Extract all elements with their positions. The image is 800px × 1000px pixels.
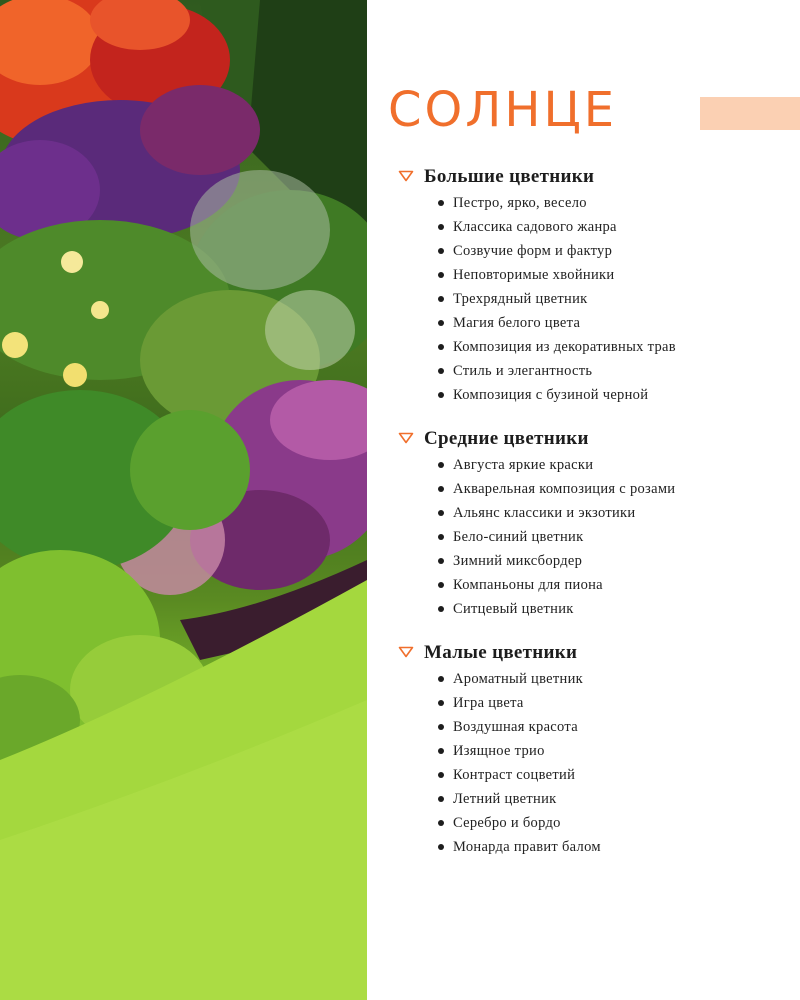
section-title: Малые цветники (424, 642, 578, 663)
triangle-down-outline-icon (398, 432, 414, 444)
list-item: Акварельная композиция с розами (398, 477, 675, 501)
list-item: Монарда правит балом (398, 835, 601, 859)
list-item: Ситцевый цветник (398, 597, 675, 621)
list-item: Августа яркие краски (398, 453, 675, 477)
title-accent-bar (700, 97, 800, 130)
list-item: Классика садового жанра (398, 215, 676, 239)
list-item: Контраст соцветий (398, 763, 601, 787)
list-item: Неповторимые хвойники (398, 263, 676, 287)
list-item: Зимний миксбордер (398, 549, 675, 573)
list-item: Созвучие форм и фактур (398, 239, 676, 263)
list-item: Композиция с бузиной черной (398, 383, 676, 407)
list-item: Стиль и элегантность (398, 359, 676, 383)
list-item: Летний цветник (398, 787, 601, 811)
section-title: Большие цветники (424, 166, 595, 187)
section-header (398, 427, 675, 451)
list-item: Изящное трио (398, 739, 601, 763)
triangle-down-outline-icon (398, 646, 414, 658)
list-item: Трехрядный цветник (398, 287, 676, 311)
list-item: Альянс классики и экзотики (398, 501, 675, 525)
list-item: Компаньоны для пиона (398, 573, 675, 597)
page-title: СОЛНЦЕ (388, 82, 618, 138)
list-item: Пестро, ярко, весело (398, 191, 676, 215)
section-header (398, 165, 676, 189)
list-item: Воздушная красота (398, 715, 601, 739)
list-item: Серебро и бордо (398, 811, 601, 835)
section-small-flowerbeds (398, 641, 601, 859)
list-item: Магия белого цвета (398, 311, 676, 335)
section-header (398, 641, 601, 665)
list-item: Игра цвета (398, 691, 601, 715)
garden-photo-art (0, 0, 367, 1000)
section-title: Средние цветники (424, 428, 589, 449)
section-large-flowerbeds (398, 165, 676, 407)
section-medium-flowerbeds (398, 427, 675, 621)
list-item: Бело-синий цветник (398, 525, 675, 549)
garden-photo (0, 0, 367, 1000)
list-item: Композиция из декоративных трав (398, 335, 676, 359)
triangle-down-outline-icon (398, 170, 414, 182)
list-item: Ароматный цветник (398, 667, 601, 691)
